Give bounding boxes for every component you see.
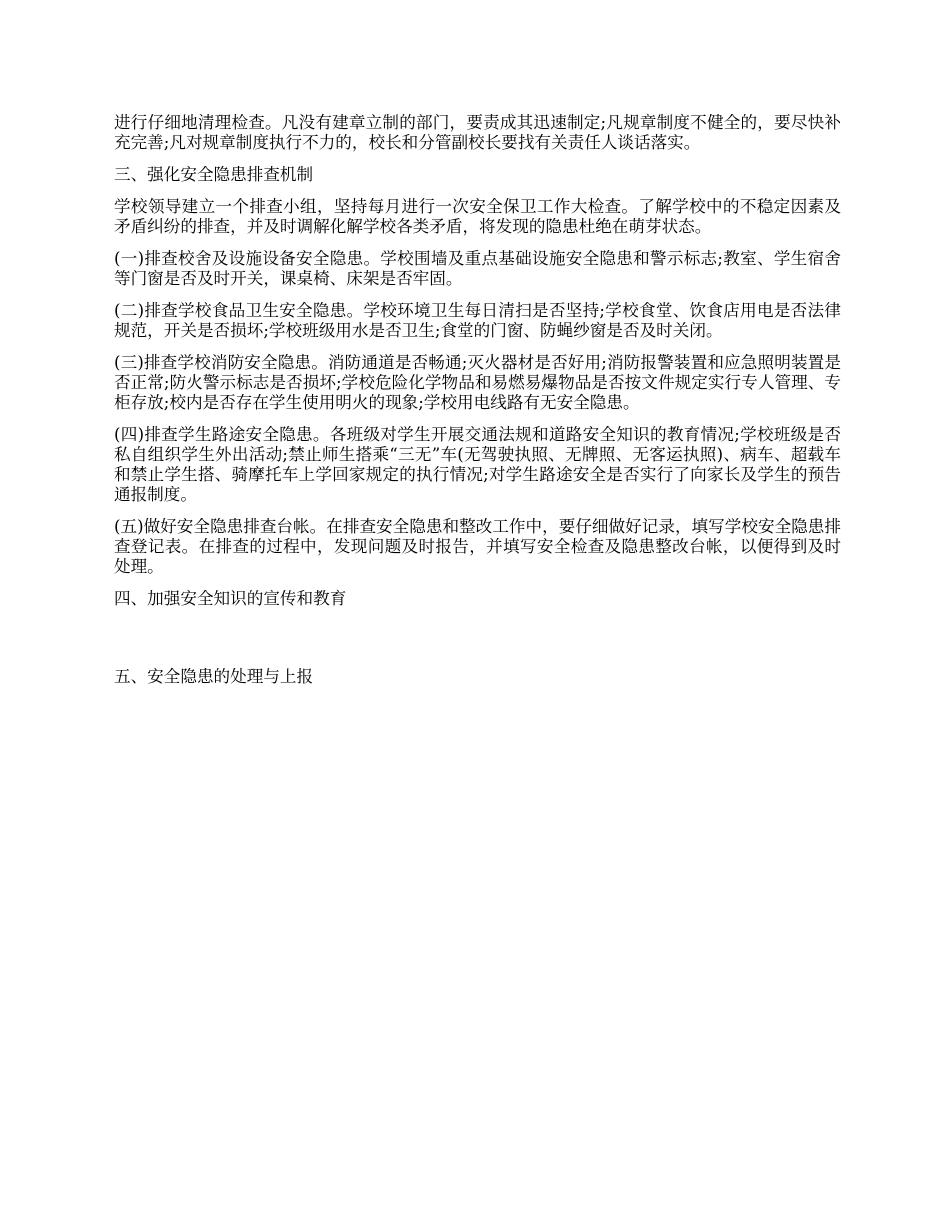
paragraph-item-2-food-hygiene: (二)排查学校食品卫生安全隐患。学校环境卫生每日清扫是否坚持;学校食堂、饮食店用电是否法律规范，开关是否损坏;学校班级用水是否卫生;食堂的门窗、防蝇纱窗是否及时关闭。 [114, 301, 841, 340]
paragraph-regulation-review: 进行仔细地清理检查。凡没有建章立制的部门，要责成其迅速制定;凡规章制度不健全的，要尽快补充完善;凡对规章制度执行不力的，校长和分管副校长要找有关责任人谈话落实。 [114, 113, 841, 152]
document-body [114, 113, 841, 699]
paragraph-item-5-ledger: (五)做好安全隐患排查台帐。在排查安全隐患和整改工作中，要仔细做好记录，填写学校安全隐患排查登记表。在排查的过程中，发现问题及时报告，并填写安全检查及隐患整改台帐，以便得到及时处理。 [114, 517, 841, 576]
paragraph-item-4-road-safety: (四)排查学生路途安全隐患。各班级对学生开展交通法规和道路安全知识的教育情况;学校班级是否私自组织学生外出活动;禁止师生搭乘“三无”车(无驾驶执照、无牌照、无客运执照)、病车、超载车和禁止学生搭、骑摩托车上学回家规定的执行情况;对学生路途安全是否实行了向家长及学生的预告通报制度。 [114, 425, 841, 504]
section-heading-4: 四、加强安全知识的宣传和教育 [114, 589, 347, 608]
paragraph-inspection-team: 学校领导建立一个排查小组，坚持每月进行一次安全保卫工作大检查。了解学校中的不稳定因素及矛盾纠纷的排查，并及时调解化解学校各类矛盾，将发现的隐患杜绝在萌芽状态。 [114, 197, 841, 236]
section-heading-3: 三、强化安全隐患排查机制 [114, 165, 314, 184]
paragraph-item-1-facilities: (一)排查校舍及设施设备安全隐患。学校围墙及重点基础设施安全隐患和警示标志;教室、学生宿舍等门窗是否及时开关，课桌椅、床架是否牢固。 [114, 249, 841, 288]
section-heading-5: 五、安全隐患的处理与上报 [114, 667, 314, 686]
paragraph-item-3-fire-safety: (三)排查学校消防安全隐患。消防通道是否畅通;灭火器材是否好用;消防报警装置和应急照明装置是否正常;防火警示标志是否损坏;学校危险化学物品和易燃易爆物品是否按文件规定实行专人管理、专柜存放;校内是否存在学生使用明火的现象;学校用电线路有无安全隐患。 [114, 353, 841, 412]
